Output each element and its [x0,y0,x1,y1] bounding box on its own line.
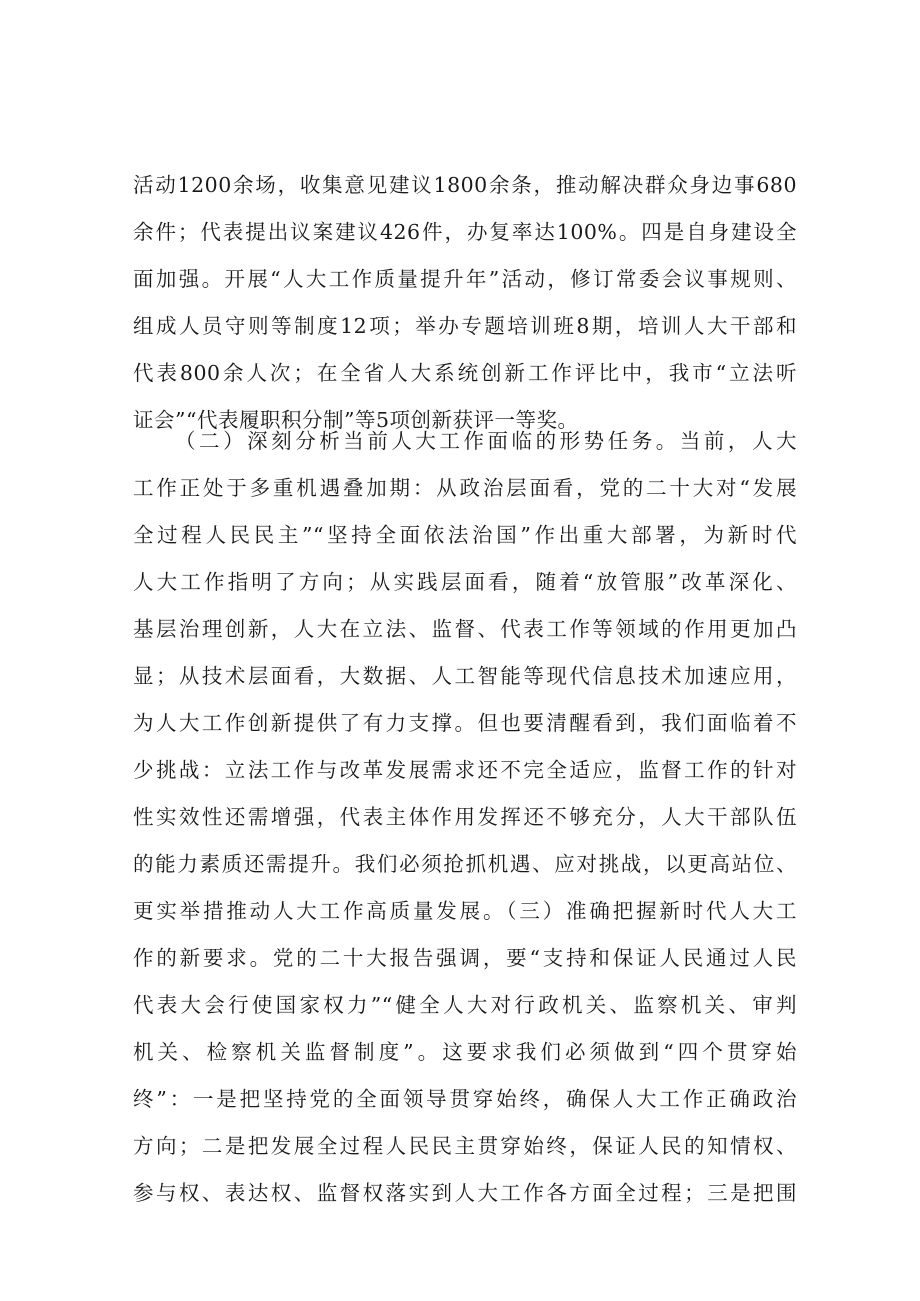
text-line: 面加强。开展“人大工作质量提升年”活动，修订常委会议事规则、 [133,267,797,291]
text-line: 工作正处于多重机遇叠加期：从政治层面看，党的二十大对“发展 [133,476,797,500]
text-line: 更实举措推动人大工作高质量发展。（三）准确把握新时代人大工 [133,899,797,923]
text-line: 少挑战：立法工作与改革发展需求还不完全适应，监督工作的针对 [133,758,797,782]
text-line: 机关、检察机关监督制度”。这要求我们必须做到“四个贯穿始 [133,1040,797,1064]
text-line: 代表大会行使国家权力”“健全人大对行政机关、监察机关、审判 [133,993,797,1017]
text-line: 人大工作指明了方向；从实践层面看，随着“放管服”改革深化、 [133,570,797,594]
text-line: 为人大工作创新提供了有力支撑。但也要清醒看到，我们面临着不 [133,711,797,735]
text-line: 终”：一是把坚持党的全面领导贯穿始终，确保人大工作正确政治 [133,1087,797,1111]
text-line: 余件；代表提出议案建议426件，办复率达100%。四是自身建设全 [133,220,797,244]
text-line: 方向；二是把发展全过程人民民主贯穿始终，保证人民的知情权、 [133,1134,797,1158]
text-line: 全过程人民民主”“坚持全面依法治国”作出重大部署，为新时代 [133,523,797,547]
text-line: 证会”“代表履职积分制”等5项创新获评一等奖。 [133,408,579,432]
text-line: 作的新要求。党的二十大报告强调，要“支持和保证人民通过人民 [133,946,797,970]
text-line: （二）深刻分析当前人大工作面临的形势任务。当前，人大 [175,429,797,453]
text-line: 基层治理创新，人大在立法、监督、代表工作等领域的作用更加凸 [133,617,797,641]
text-line: 代表800余人次；在全省人大系统创新工作评比中，我市“立法听 [133,361,797,385]
text-line: 活动1200余场，收集意见建议1800余条，推动解决群众身边事680 [133,173,797,197]
text-line: 的能力素质还需提升。我们必须抢抓机遇、应对挑战，以更高站位、 [133,852,797,876]
paragraph-1 [133,162,797,444]
paragraph-2 [133,418,797,1217]
text-line: 参与权、表达权、监督权落实到人大工作各方面全过程；三是把围 [133,1181,797,1205]
text-line: 性实效性还需增强，代表主体作用发挥还不够充分，人大干部队伍 [133,805,797,829]
text-line: 显；从技术层面看，大数据、人工智能等现代信息技术加速应用， [133,664,797,688]
text-line: 组成人员守则等制度12项；举办专题培训班8期，培训人大干部和 [133,314,797,338]
